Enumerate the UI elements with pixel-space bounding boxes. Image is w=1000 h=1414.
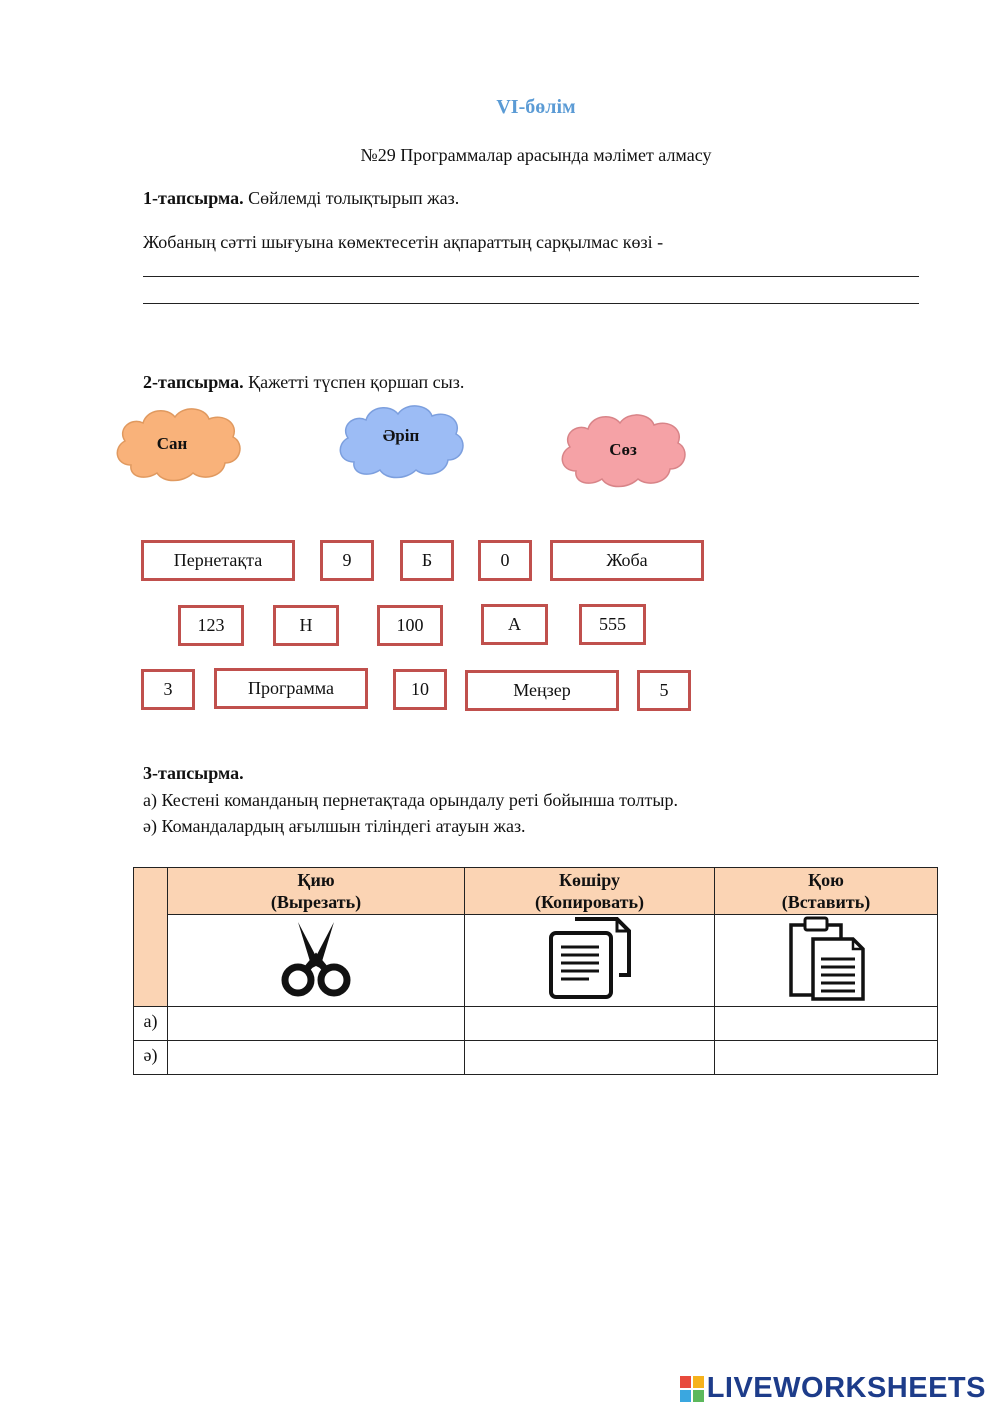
table-corner-cell bbox=[134, 868, 168, 1007]
cloud-word[interactable] bbox=[556, 409, 690, 491]
row-label-b: ә) bbox=[134, 1041, 168, 1075]
header-copy bbox=[465, 868, 715, 915]
table-row bbox=[134, 1007, 938, 1041]
scissors-icon bbox=[276, 918, 356, 998]
table-row bbox=[134, 1041, 938, 1075]
cloud-letter[interactable] bbox=[334, 400, 468, 482]
task2-instruction: Қажетті түспен қоршап сыз. bbox=[248, 372, 465, 392]
word-box[interactable]: 9 bbox=[320, 540, 374, 581]
commands-table bbox=[133, 867, 938, 1075]
liveworksheets-logo bbox=[680, 1372, 986, 1405]
section-title: VI-бөлім bbox=[496, 96, 576, 118]
word-box[interactable]: А bbox=[481, 604, 548, 645]
paste-icon bbox=[783, 915, 869, 1001]
task2-label: 2-тапсырма. bbox=[143, 372, 244, 392]
icon-cell-paste bbox=[715, 915, 938, 1007]
answer-cell[interactable] bbox=[465, 1007, 715, 1041]
cloud-label: Сан bbox=[156, 434, 188, 453]
word-box[interactable]: 10 bbox=[393, 669, 447, 710]
answer-cell[interactable] bbox=[715, 1041, 938, 1075]
header-paste-ru: (Вставить) bbox=[781, 892, 871, 912]
task2-heading bbox=[143, 372, 464, 393]
header-paste-kz: Қою bbox=[808, 870, 844, 890]
word-box[interactable]: Пернетақта bbox=[141, 540, 295, 581]
cloud-number[interactable] bbox=[111, 403, 245, 485]
header-copy-ru: (Копировать) bbox=[534, 892, 645, 912]
icon-cell-cut bbox=[168, 915, 465, 1007]
logo-badge-icon bbox=[680, 1376, 704, 1402]
task3-line-a: а) Кестені команданың пернетақтада орындалу реті бойынша толтыр. bbox=[143, 790, 678, 810]
header-cut-kz: Қию bbox=[297, 870, 335, 890]
cloud-label: Сөз bbox=[609, 440, 637, 459]
table-icon-row bbox=[134, 915, 938, 1007]
answer-line-2[interactable] bbox=[143, 303, 919, 304]
task1-sentence: Жобаның сәтті шығуына көмектесетін ақпараттың сарқылмас көзі - bbox=[143, 232, 664, 252]
word-box[interactable]: Меңзер bbox=[465, 670, 619, 711]
task3-label: 3-тапсырма. bbox=[143, 763, 244, 783]
task1-instruction: Сөйлемді толықтырып жаз. bbox=[248, 188, 460, 208]
table-header-row bbox=[134, 868, 938, 915]
task3-line-b: ә) Командалардың ағылшын тіліндегі атауын жаз. bbox=[143, 816, 526, 836]
logo-text: LIVEWORKSHEETS bbox=[706, 1372, 986, 1404]
word-box[interactable]: 123 bbox=[178, 605, 244, 646]
task1-heading bbox=[143, 188, 459, 209]
answer-cell[interactable] bbox=[465, 1041, 715, 1075]
header-cut-ru: (Вырезать) bbox=[270, 892, 362, 912]
word-box[interactable]: 555 bbox=[579, 604, 646, 645]
word-box[interactable]: 0 bbox=[478, 540, 532, 581]
word-box[interactable]: 100 bbox=[377, 605, 443, 646]
answer-cell[interactable] bbox=[715, 1007, 938, 1041]
answer-line-1[interactable] bbox=[143, 276, 919, 277]
header-cut bbox=[168, 868, 465, 915]
header-paste bbox=[715, 868, 938, 915]
word-box[interactable]: Н bbox=[273, 605, 339, 646]
word-box[interactable]: 3 bbox=[141, 669, 195, 710]
answer-cell[interactable] bbox=[168, 1041, 465, 1075]
word-box[interactable]: 5 bbox=[637, 670, 691, 711]
row-label-a: а) bbox=[134, 1007, 168, 1041]
word-box[interactable]: Б bbox=[400, 540, 454, 581]
copy-icon bbox=[545, 915, 635, 1001]
word-box[interactable]: Программа bbox=[214, 668, 368, 709]
icon-cell-copy bbox=[465, 915, 715, 1007]
header-copy-kz: Көшіру bbox=[558, 870, 621, 890]
word-box[interactable]: Жоба bbox=[550, 540, 704, 581]
lesson-title: №29 Программалар арасында мәлімет алмасу bbox=[360, 145, 712, 165]
task1-label: 1-тапсырма. bbox=[143, 188, 244, 208]
cloud-label: Әріп bbox=[382, 426, 420, 445]
answer-cell[interactable] bbox=[168, 1007, 465, 1041]
